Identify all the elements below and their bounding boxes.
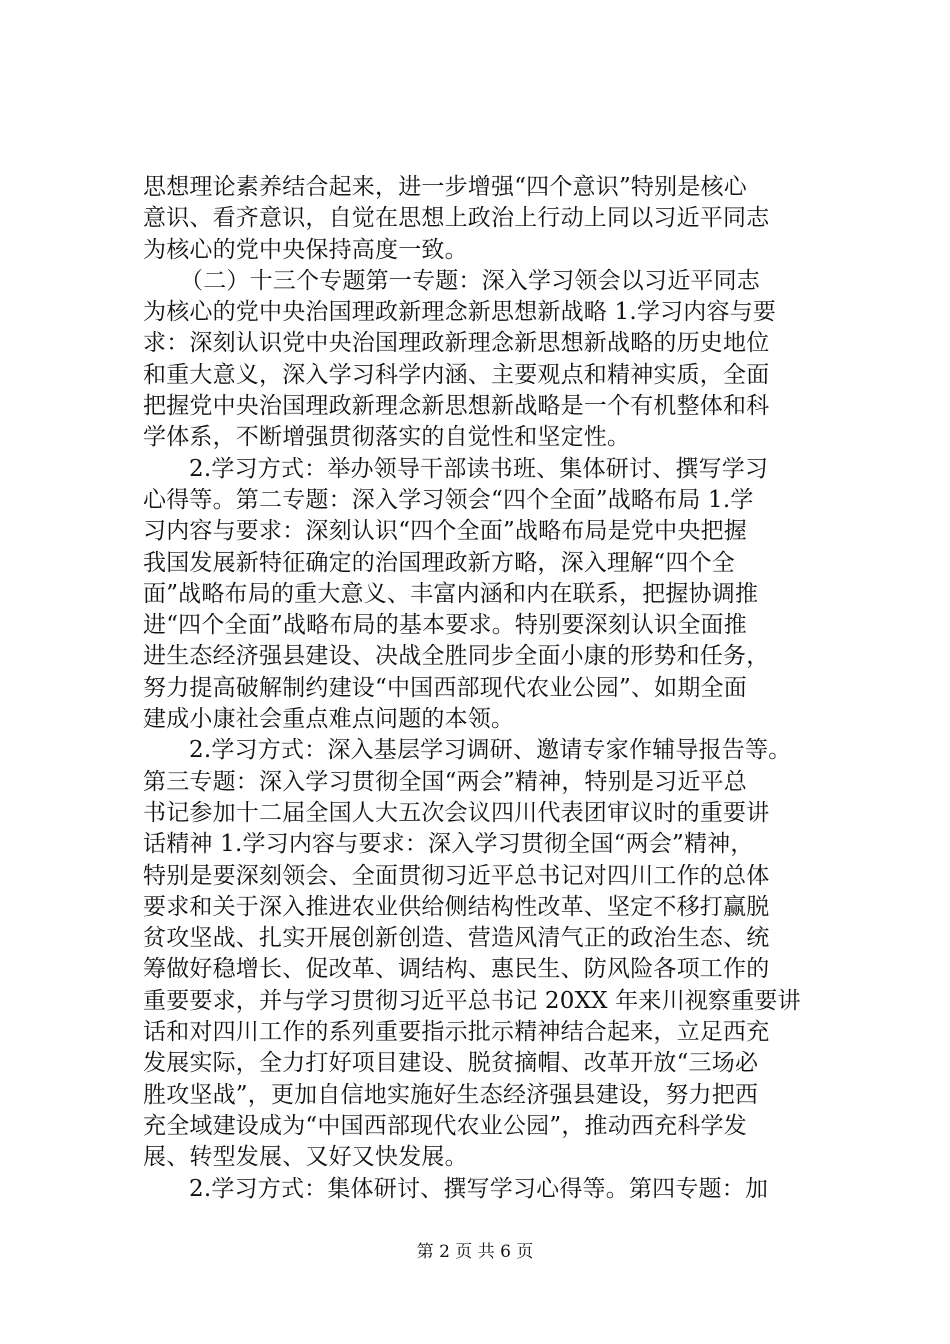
text-line: 胜攻坚战”，更加自信地实施好生态经济强县建设，努力把西 bbox=[143, 1081, 759, 1108]
text-line: 发展实际，全力打好项目建设、脱贫摘帽、改革开放“三场必 bbox=[143, 1050, 759, 1077]
text-line: 要求和关于深入推进农业供给侧结构性改革、坚定不移打赢脱 bbox=[143, 893, 770, 920]
text-line: 努力提高破解制约建设“中国西部现代农业公园”、如期全面 bbox=[143, 674, 747, 701]
text-line: 把握党中央治国理政新理念新思想新战略是一个有机整体和科 bbox=[143, 393, 770, 420]
document-body bbox=[143, 172, 833, 1205]
text-line: 进生态经济强县建设、决战全胜同步全面小康的形势和任务， bbox=[143, 643, 770, 670]
text-line: 思想理论素养结合起来，进一步增强“四个意识”特别是核心 bbox=[143, 174, 747, 200]
text-line: 话和对四川工作的系列重要指示批示精神结合起来，立足西充 bbox=[143, 1019, 770, 1046]
text-line: 心得等。第二专题：深入学习领会“四个全面”战略布局 1.学 bbox=[143, 486, 754, 513]
text-line: 筹做好稳增长、促改革、调结构、惠民生、防风险各项工作的 bbox=[143, 956, 770, 983]
text-line: 充全域建设成为“中国西部现代农业公园”，推动西充科学发 bbox=[143, 1112, 747, 1139]
text-line: 话精神 1.学习内容与要求：深入学习贯彻全国“两会”精神， bbox=[143, 831, 754, 858]
text-line: 2.学习方式：集体研讨、撰写学习心得等。第四专题：加 bbox=[189, 1175, 769, 1202]
text-line: 面”战略布局的重大意义、丰富内涵和内在联系，把握协调推 bbox=[143, 580, 759, 607]
text-line: 书记参加十二届全国人大五次会议四川代表团审议时的重要讲 bbox=[143, 799, 770, 826]
text-line: 建成小康社会重点难点问题的本领。 bbox=[143, 706, 515, 733]
text-line: 展、转型发展、又好又快发展。 bbox=[143, 1144, 468, 1171]
text-line: 学体系，不断增强贯彻落实的自觉性和坚定性。 bbox=[143, 424, 631, 451]
text-line: 进“四个全面”战略布局的基本要求。特别要深刻认识全面推 bbox=[143, 612, 747, 639]
text-line: 习内容与要求：深刻认识“四个全面”战略布局是党中央把握 bbox=[143, 518, 747, 545]
text-line: 我国发展新特征确定的治国理政新方略，深入理解“四个全 bbox=[143, 549, 735, 576]
text-line: 求：深刻认识党中央治国理政新理念新思想新战略的历史地位 bbox=[143, 330, 770, 357]
text-line: 贫攻坚战、扎实开展创新创造、营造风清气正的政治生态、统 bbox=[143, 925, 770, 952]
text-line: 意识、看齐意识，自觉在思想上政治上行动上同以习近平同志 bbox=[143, 205, 770, 232]
text-line: 为核心的党中央治国理政新理念新思想新战略 1.学习内容与要 bbox=[143, 299, 777, 326]
text-line: （二）十三个专题第一专题：深入学习领会以习近平同志 bbox=[180, 267, 760, 294]
text-line: 和重大意义，深入学习科学内涵、主要观点和精神实质，全面 bbox=[143, 361, 770, 388]
text-line: 2.学习方式：举办领导干部读书班、集体研讨、撰写学习 bbox=[189, 455, 769, 482]
text-line: 特别是要深刻领会、全面贯彻习近平总书记对四川工作的总体 bbox=[143, 862, 770, 889]
text-line: 第三专题：深入学习贯彻全国“两会”精神，特别是习近平总 bbox=[143, 768, 747, 795]
text-line: 2.学习方式：深入基层学习调研、邀请专家作辅导报告等。 bbox=[189, 737, 792, 764]
text-line: 为核心的党中央保持高度一致。 bbox=[143, 236, 468, 263]
page-number-footer: 第 2 页 共 6 页 bbox=[416, 1242, 534, 1262]
text-line: 重要要求，并与学习贯彻习近平总书记 20XX 年来川视察重要讲 bbox=[143, 987, 801, 1014]
